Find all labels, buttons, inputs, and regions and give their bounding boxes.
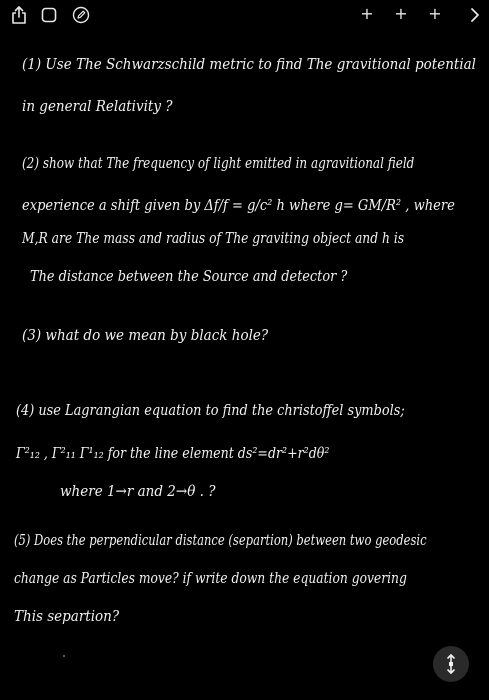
q1-line-1: (1) Use The Schwarzschild metric to find The gravitional potential [22, 55, 477, 73]
add-button-2[interactable]: + [394, 4, 408, 23]
add-button-1[interactable]: + [360, 4, 374, 23]
q4-line-2: Γ²₁₂ , Γ²₁₁ Γ¹₁₂ for the line element ds²=dr²+r²dθ² [16, 444, 330, 462]
square-icon[interactable] [40, 6, 58, 24]
stray-dot [63, 655, 65, 657]
q4-line-1: (4) use Lagrangian equation to find the christoffel symbols; [16, 401, 405, 419]
q2-line-2: experience a shift given by Δf/f = g/c² h where g= GM/R² , where [22, 196, 455, 214]
q2-line-3: M,R are The mass and radius of The graviting object and h is [22, 229, 405, 247]
q1-line-2: in general Relativity ? [22, 97, 173, 115]
q2-line-1: (2) show that The frequency of light emitted in agravitional field [22, 154, 415, 172]
q4-line-3: where 1→r and 2→θ . ? [60, 482, 216, 500]
q3-line-1: (3) what do we mean by black hole? [22, 326, 269, 344]
chevron-right-icon[interactable] [466, 6, 484, 24]
scroll-handle[interactable] [433, 646, 469, 682]
toolbar [0, 0, 489, 30]
vertical-scroll-icon [444, 653, 458, 675]
q2-line-4: The distance between the Source and detector ? [30, 267, 348, 285]
pencil-circle-icon[interactable] [72, 6, 90, 24]
add-button-3[interactable]: + [428, 4, 442, 23]
q5-line-3: This separtion? [14, 607, 120, 625]
q5-line-2: change as Particles move? if write down the equation govering [14, 569, 407, 587]
q5-line-1: (5) Does the perpendicular distance (separtion) between two geodesic [14, 531, 427, 549]
share-icon[interactable] [10, 6, 28, 24]
